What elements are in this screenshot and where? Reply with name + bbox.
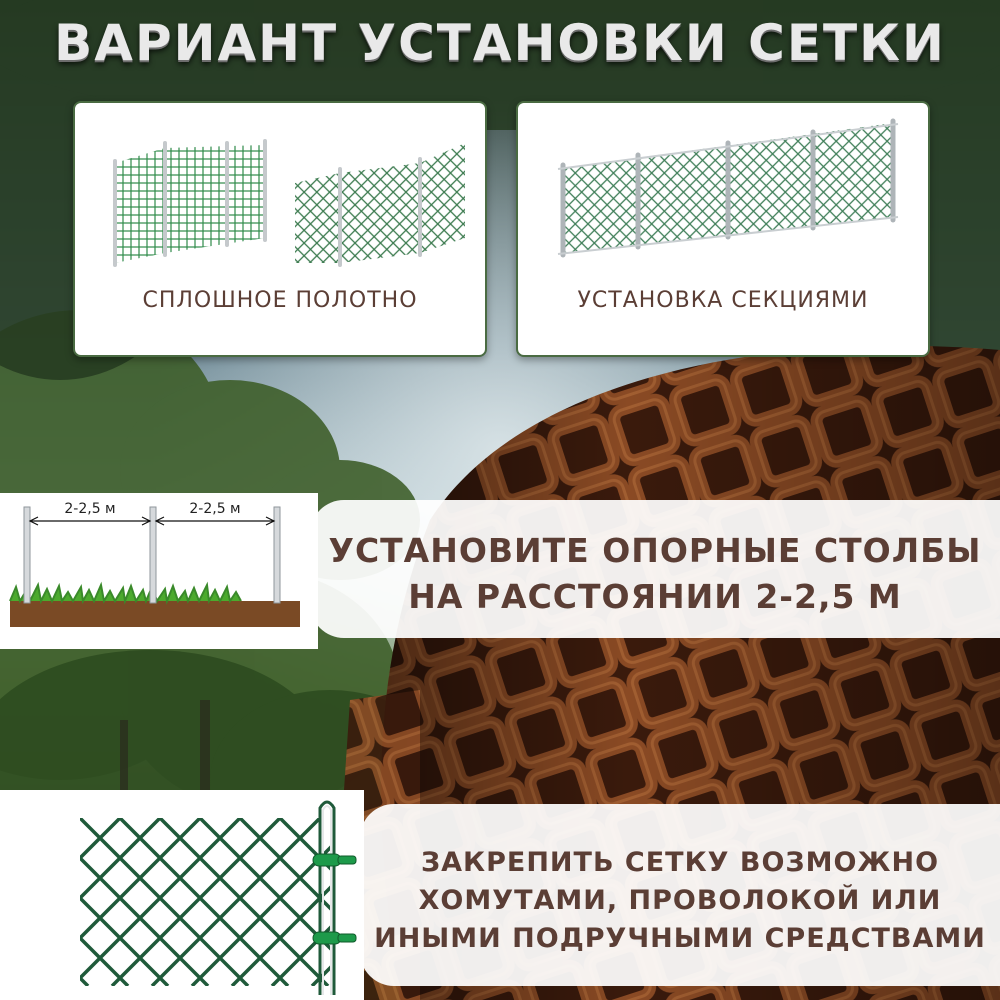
step-banner-fastening [360,804,1000,986]
step-line: ХОМУТАМИ, ПРОВОЛОКОЙ ИЛИ [418,885,942,916]
option-label-sections: УСТАНОВКА СЕКЦИЯМИ [577,288,869,313]
step-text-posts [310,528,1000,620]
option-card-solid-sheet [73,101,487,357]
mesh-fastening-panel [0,790,364,1000]
step-line: ИНЫМИ ПОДРУЧНЫМИ СРЕДСТВАМИ [374,923,986,954]
posts-spacing-panel [0,493,318,649]
spacing-label-2: 2-2,5 м [189,501,241,517]
solid-sheet-illustration [75,103,485,355]
step-banner-posts [310,500,1000,638]
option-label-solid-sheet: СПЛОШНОЕ ПОЛОТНО [142,288,418,313]
mesh-fastening-diagram [0,790,364,1000]
step-text-fastening [360,844,1000,958]
sections-illustration [518,103,928,355]
step-line: НА РАССТОЯНИИ 2-2,5 М [408,577,902,616]
step-line: УСТАНОВИТЕ ОПОРНЫЕ СТОЛБЫ [328,531,982,570]
spacing-label-1: 2-2,5 м [64,501,116,517]
option-card-sections [516,101,930,357]
posts-spacing-diagram [0,493,318,649]
page-title: ВАРИАНТ УСТАНОВКИ СЕТКИ [54,14,946,72]
step-line: ЗАКРЕПИТЬ СЕТКУ ВОЗМОЖНО [420,847,940,878]
